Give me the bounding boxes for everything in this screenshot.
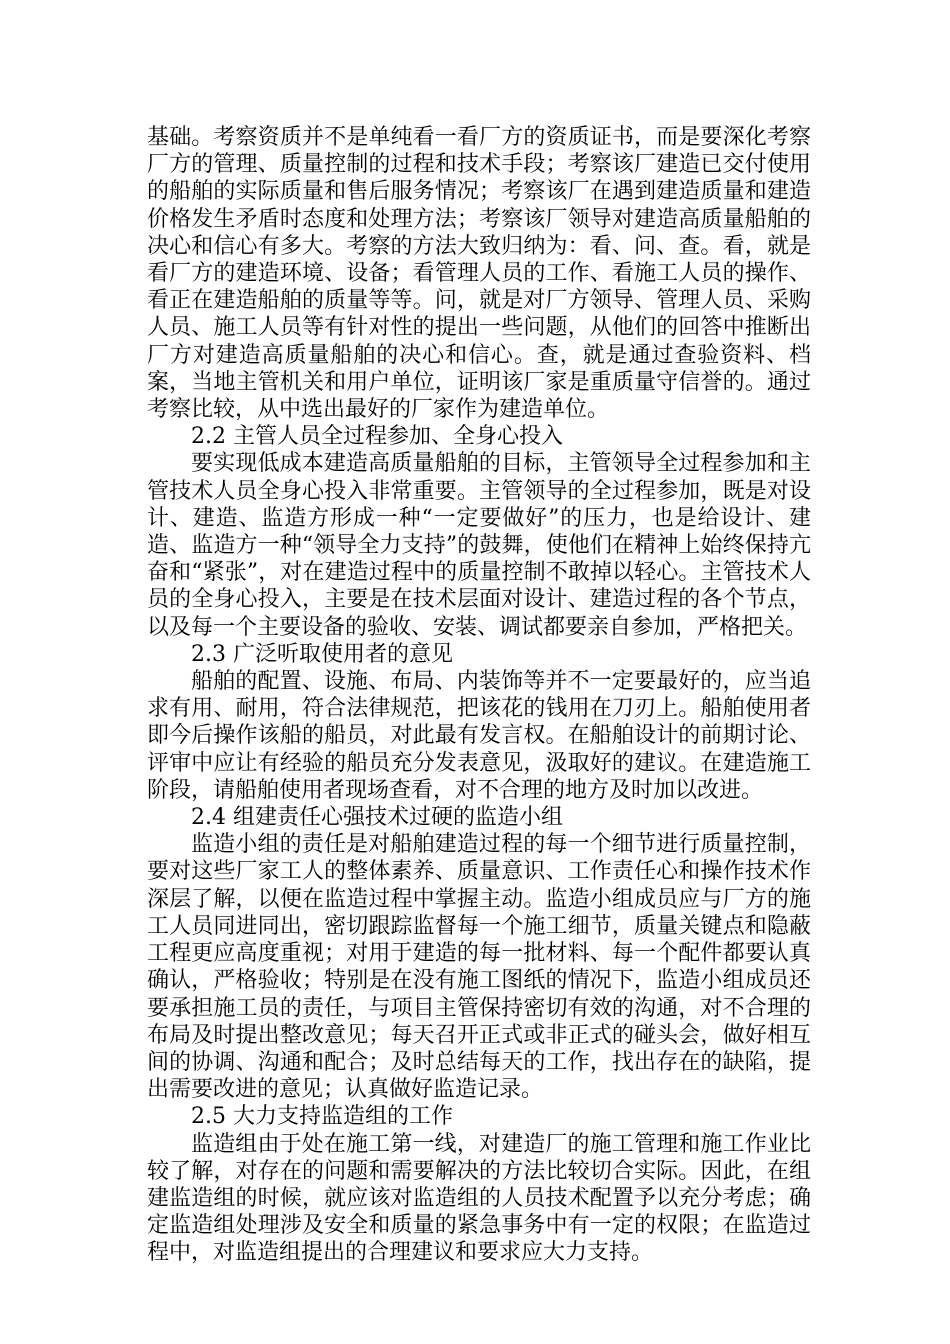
paragraph-leadership-involvement: 要实现低成本建造高质量船舶的目标，主管领导全过程参加和主管技术人员全身心投入非常重要。主管领导的全过程参加，既是对设计、建造、监造方形成一种“一定要做好”的压力，也是给设计、建造、监造方一种“领导全力支持”的鼓舞，使他们在精神上始终保持亢奋和“紧张”，对在建造过程中的质量控制不敢掉以轻心。主管技术人员的全身心投入，主要是在技术层面对设计、建造过程的各个节点，以及每一个主要设备的验收、安装、调试都要亲自参加，严格把关。	[147, 451, 811, 640]
section-heading-2-5: 2.5 大力支持监造组的工作	[191, 1104, 453, 1130]
section-heading-2-4: 2.4 组建责任心强技术过硬的监造小组	[191, 805, 563, 831]
paragraph-support-supervision: 监造组由于处在施工第一线，对建造厂的施工管理和施工作业比较了解，对存在的问题和需要解决的方法比较切合实际。因此，在组建监造组的时候，就应该对监造组的人员技术配置予以充分考虑；确定监造组处理涉及安全和质量的紧急事务中有一定的权限；在监造过程中，对监造组提出的合理建议和要求应大力支持。	[147, 1131, 811, 1266]
section-heading-2-3: 2.3 广泛听取使用者的意见	[191, 641, 453, 667]
paragraph-user-feedback: 船舶的配置、设施、布局、内装饰等并不一定要最好的，应当追求有用、耐用，符合法律规范，把该花的钱用在刀刃上。船舶使用者即今后操作该船的船员，对此最有发言权。在船舶设计的前期讨论、评审中应让有经验的船员充分发表意见，汲取好的建议。在建造施工阶段，请船舶使用者现场查看，对不合理的地方及时加以改进。	[147, 669, 811, 803]
paragraph-supervision-team: 监造小组的责任是对船舶建造过程的每一个细节进行质量控制，要对这些厂家工人的整体素养、质量意识、工作责任心和操作技术作深层了解，以便在监造过程中掌握主动。监造小组成员应与厂方的施工人员同进同出，密切跟踪监督每一个施工细节，质量关键点和隐蔽工程更应高度重视；对用于建造的每一批材料、每一个配件都要认真确认，严格验收；特别是在没有施工图纸的情况下，监造小组成员还要承担施工员的责任，与项目主管保持密切有效的沟通，对不合理的布局及时提出整改意见；每天召开正式或非正式的碰头会，做好相互间的协调、沟通和配合；及时总结每天的工作，找出存在的缺陷，提出需要改进的意见；认真做好监造记录。	[147, 832, 811, 1103]
section-heading-2-2: 2.2 主管人员全过程参加、全身心投入	[191, 424, 563, 450]
document-body	[147, 124, 811, 1267]
paragraph-qualification-review: 基础。考察资质并不是单纯看一看厂方的资质证书，而是要深化考察厂方的管理、质量控制的过程和技术手段；考察该厂建造已交付使用的船舶的实际质量和售后服务情况；考察该厂在遇到建造质量和建造价格发生矛盾时态度和处理方法；考察该厂领导对建造高质量船舶的决心和信心有多大。考察的方法大致归纳为：看、问、查。看，就是看厂方的建造环境、设备；看管理人员的工作、看施工人员的操作、看正在建造船舶的质量等等。问，就是对厂方领导、管理人员、采购人员、施工人员等有针对性的提出一些问题，从他们的回答中推断出厂方对建造高质量船舶的决心和信心。查，就是通过查验资料、档案，当地主管机关和用户单位，证明该厂家是重质量守信誉的。通过考察比较，从中选出最好的厂家作为建造单位。	[147, 125, 811, 423]
